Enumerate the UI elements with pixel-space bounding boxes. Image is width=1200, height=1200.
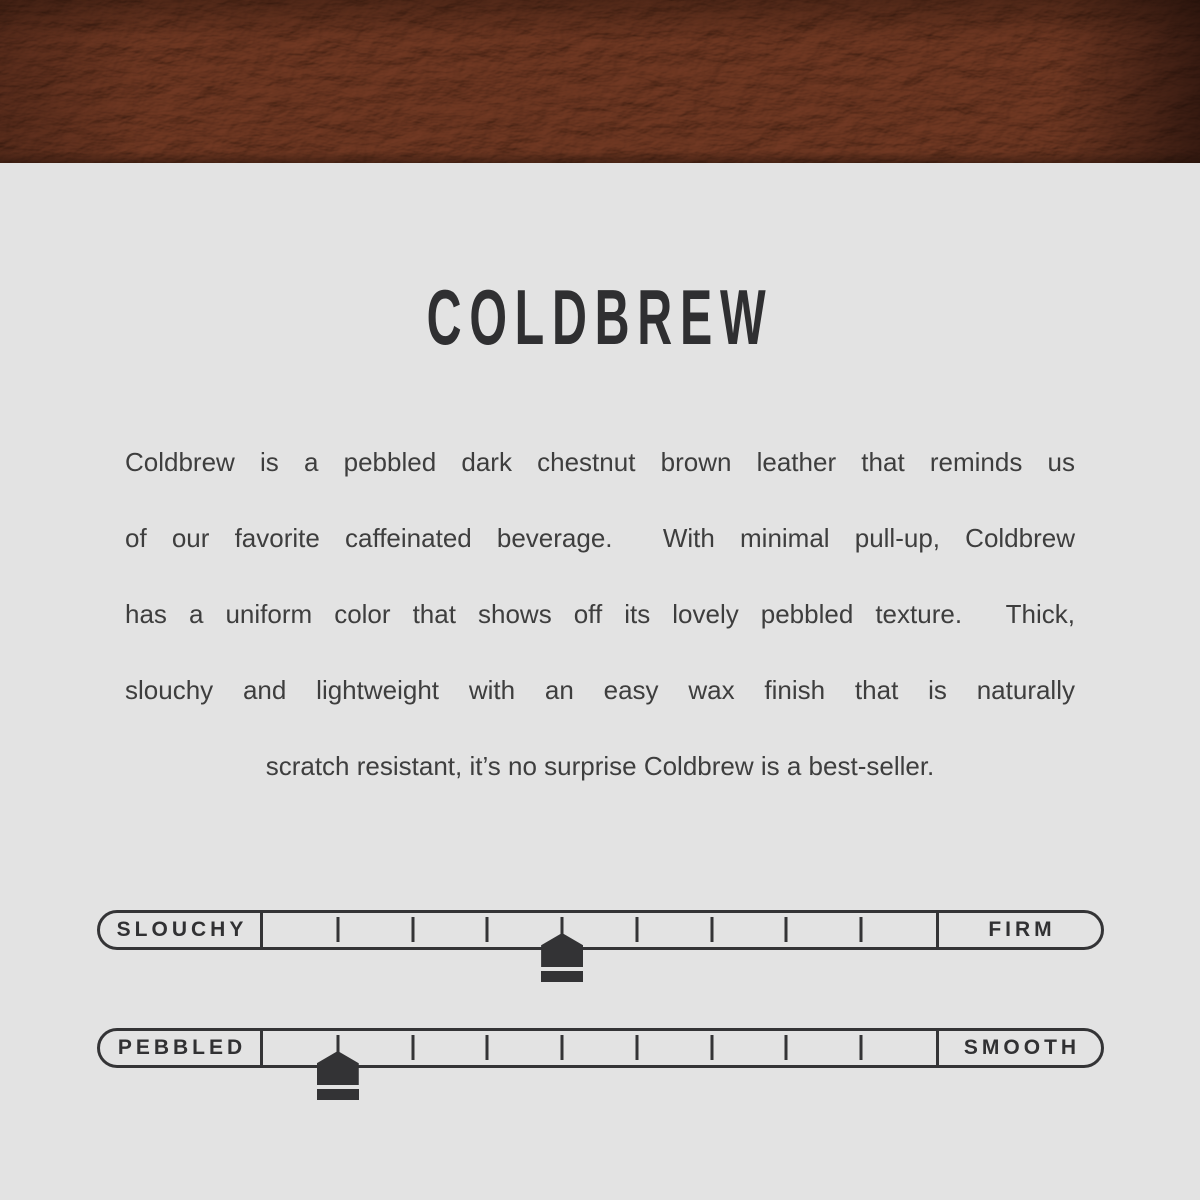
slider-right-label: FIRM (988, 918, 1056, 941)
slider-value-marker (541, 933, 583, 982)
slider-right-section (936, 913, 1101, 947)
tick-mark (860, 1035, 863, 1060)
tick-mark (486, 917, 489, 942)
description-line: Coldbrew is a pebbled dark chestnut brown leather that reminds us (125, 447, 1075, 477)
marker-base-bar (541, 971, 583, 982)
tick-mark (710, 1035, 713, 1060)
tick-mark (785, 1035, 788, 1060)
slider-slouchy-firm (97, 910, 1104, 950)
slider-left-label: SLOUCHY (116, 918, 248, 941)
marker-pointer-icon (317, 1051, 359, 1085)
slider-right-section (936, 1031, 1101, 1065)
tick-mark (860, 917, 863, 942)
slider-pebbled-smooth (97, 1028, 1104, 1068)
leather-swatch-photo (0, 0, 1200, 163)
tick-mark (635, 917, 638, 942)
description-line: has a uniform color that shows off its lovely pebbled texture. Thick, (125, 599, 1075, 629)
tick-mark (486, 1035, 489, 1060)
description-line: of our favorite caffeinated beverage. With minimal pull-up, Coldbrew (125, 523, 1075, 553)
slider-value-marker (317, 1051, 359, 1100)
tick-mark (785, 917, 788, 942)
tick-mark (635, 1035, 638, 1060)
marker-base-bar (317, 1089, 359, 1100)
slider-left-label: PEBBLED (117, 1036, 247, 1059)
marker-pointer-icon (541, 933, 583, 967)
slider-right-label: SMOOTH (963, 1036, 1081, 1059)
tick-mark (561, 1035, 564, 1060)
description-line: scratch resistant, it’s no surprise Coldbrew is a best-seller. (265, 751, 935, 781)
slider-left-section (100, 1031, 263, 1065)
slider-left-section (100, 913, 263, 947)
tick-mark (710, 917, 713, 942)
description-line: slouchy and lightweight with an easy wax finish that is naturally (125, 675, 1075, 705)
tick-mark (411, 1035, 414, 1060)
tick-mark (411, 917, 414, 942)
leather-texture-image (0, 0, 1200, 163)
slider-track (263, 1031, 936, 1065)
page-title: COLDBREW (426, 273, 774, 361)
slider-track (263, 913, 936, 947)
leather-description (125, 424, 1075, 804)
tick-mark (336, 917, 339, 942)
